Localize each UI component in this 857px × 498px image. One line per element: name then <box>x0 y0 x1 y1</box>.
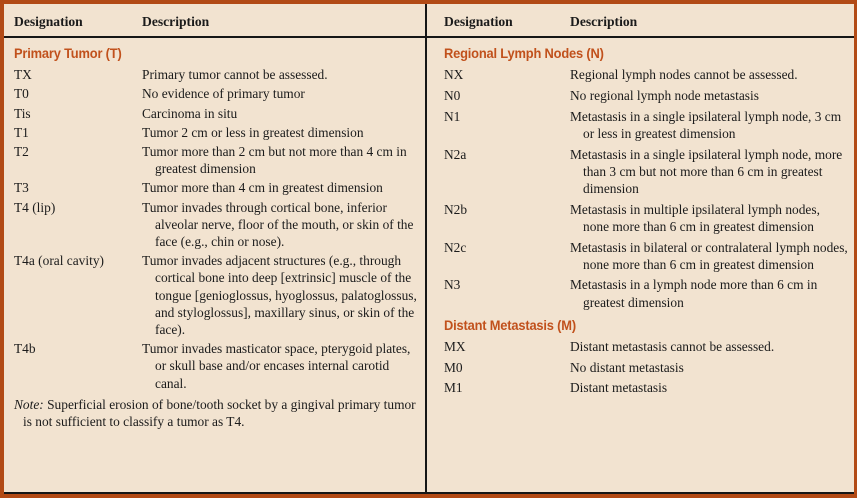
description-cell: Tumor more than 2 cm but not more than 4 cm in greatest dimension <box>142 144 407 177</box>
description-cell: Carcinoma in situ <box>142 105 238 121</box>
designation-cell <box>14 105 142 122</box>
designation-text: T0 <box>14 86 29 102</box>
table-row <box>14 124 420 141</box>
rows-container <box>427 38 854 400</box>
designation-text: T3 <box>14 180 29 196</box>
table-row <box>14 252 420 338</box>
table-row <box>444 108 849 142</box>
description-cell: Tumor invades masticator space, pterygoid plates, or skull base and/or encases internal carotid canal. <box>142 341 411 391</box>
designation-text: M0 <box>444 359 463 375</box>
designation-text: T2 <box>14 144 29 160</box>
designation-cell <box>444 87 570 104</box>
designation-text: N3 <box>444 277 461 293</box>
table-row <box>14 340 420 392</box>
description-cell: Metastasis in multiple ipsilateral lymph nodes, none more than 6 cm in greatest dimension <box>570 201 820 234</box>
description-cell: No evidence of primary tumor <box>142 86 305 102</box>
table-row <box>444 359 849 376</box>
designation-text: T4 (lip) <box>14 199 56 215</box>
description-cell: Tumor invades adjacent structures (e.g., through cortical bone into deep [extrinsic] muscle of the tongue [genioglossus, hyoglossus, palatoglossus, and styloglossus], maxillary sinus, or skin of the face). <box>142 253 417 338</box>
column-primary-tumor <box>4 4 427 494</box>
table-row <box>14 143 420 177</box>
designation-text: TX <box>14 67 32 83</box>
description-cell: No regional lymph node metastasis <box>570 87 759 103</box>
description-cell: Distant metastasis <box>570 380 668 396</box>
section-header <box>444 45 849 62</box>
footnote-label: Note: <box>14 396 44 412</box>
table-row <box>444 66 849 83</box>
designation-cell <box>444 239 570 273</box>
designation-cell <box>14 66 142 83</box>
description-cell: Distant metastasis cannot be assessed. <box>570 339 775 355</box>
footnote-text: Superficial erosion of bone/tooth socket by a gingival primary tumor is not sufficient to classify a tumor as T4. <box>23 396 416 430</box>
designation-cell <box>14 252 142 338</box>
description-cell: No distant metastasis <box>570 359 684 375</box>
designation-column-header: Designation <box>444 14 513 29</box>
table-row <box>14 199 420 251</box>
description-cell: Metastasis in bilateral or contralateral lymph nodes, none more than 6 cm in greatest dimension <box>570 239 848 272</box>
rows-container <box>4 38 425 394</box>
designation-text: T1 <box>14 124 29 140</box>
section-header <box>444 317 849 334</box>
table-row <box>444 146 849 198</box>
table-row <box>14 66 420 83</box>
table-row <box>444 276 849 310</box>
table-row <box>444 338 849 355</box>
designation-cell <box>14 179 142 196</box>
description-cell: Metastasis in a single ipsilateral lymph node, more than 3 cm but not more than 6 cm in greatest dimension <box>570 146 843 196</box>
description-cell: Tumor 2 cm or less in greatest dimension <box>142 124 364 140</box>
table-row <box>444 201 849 235</box>
section-header-label: Primary Tumor (T) <box>14 45 122 61</box>
designation-text: N0 <box>444 87 461 103</box>
designation-cell <box>14 124 142 141</box>
footnote-container <box>4 394 425 430</box>
designation-cell <box>444 276 570 310</box>
designation-text: N2a <box>444 146 467 162</box>
table-row <box>14 105 420 122</box>
designation-cell <box>444 379 570 396</box>
designation-text: Tis <box>14 105 31 121</box>
designation-cell <box>444 66 570 83</box>
designation-column-header: Designation <box>14 14 83 29</box>
designation-cell <box>14 340 142 392</box>
designation-text: N2c <box>444 239 467 255</box>
footnote <box>14 396 419 430</box>
column-header-row <box>4 4 425 38</box>
designation-text: M1 <box>444 380 463 396</box>
table-row <box>14 179 420 196</box>
column-nodes-metastasis <box>427 4 854 494</box>
column-header-row <box>427 4 854 38</box>
section-header <box>14 45 420 62</box>
description-column-header: Description <box>570 14 638 29</box>
designation-cell <box>444 201 570 235</box>
description-column-header: Description <box>142 14 210 29</box>
designation-cell <box>444 338 570 355</box>
description-cell: Regional lymph nodes cannot be assessed. <box>570 67 798 83</box>
designation-text: NX <box>444 67 464 83</box>
designation-text: N1 <box>444 108 461 124</box>
designation-cell <box>14 199 142 251</box>
description-cell: Metastasis in a lymph node more than 6 cm in greatest dimension <box>570 277 818 310</box>
designation-cell <box>444 108 570 142</box>
designation-text: T4b <box>14 341 36 357</box>
designation-text: N2b <box>444 201 468 217</box>
designation-cell <box>444 146 570 198</box>
table-row <box>14 85 420 102</box>
section-header-label: Distant Metastasis (M) <box>444 316 576 333</box>
designation-cell <box>14 85 142 102</box>
table-row <box>444 379 849 396</box>
designation-cell <box>444 359 570 376</box>
section-header-label: Regional Lymph Nodes (N) <box>444 45 604 61</box>
table-row <box>444 87 849 104</box>
description-cell: Tumor more than 4 cm in greatest dimension <box>142 180 383 196</box>
description-cell: Metastasis in a single ipsilateral lymph node, 3 cm or less in greatest dimension <box>570 108 842 141</box>
designation-text: MX <box>444 339 466 355</box>
description-cell: Tumor invades through cortical bone, inferior alveolar nerve, floor of the mouth, or skin of the face (e.g., chin or nose). <box>142 199 414 250</box>
table-row <box>444 239 849 273</box>
designation-cell <box>14 143 142 177</box>
designation-text: T4a (oral cavity) <box>14 253 104 269</box>
description-cell: Primary tumor cannot be assessed. <box>142 67 328 83</box>
